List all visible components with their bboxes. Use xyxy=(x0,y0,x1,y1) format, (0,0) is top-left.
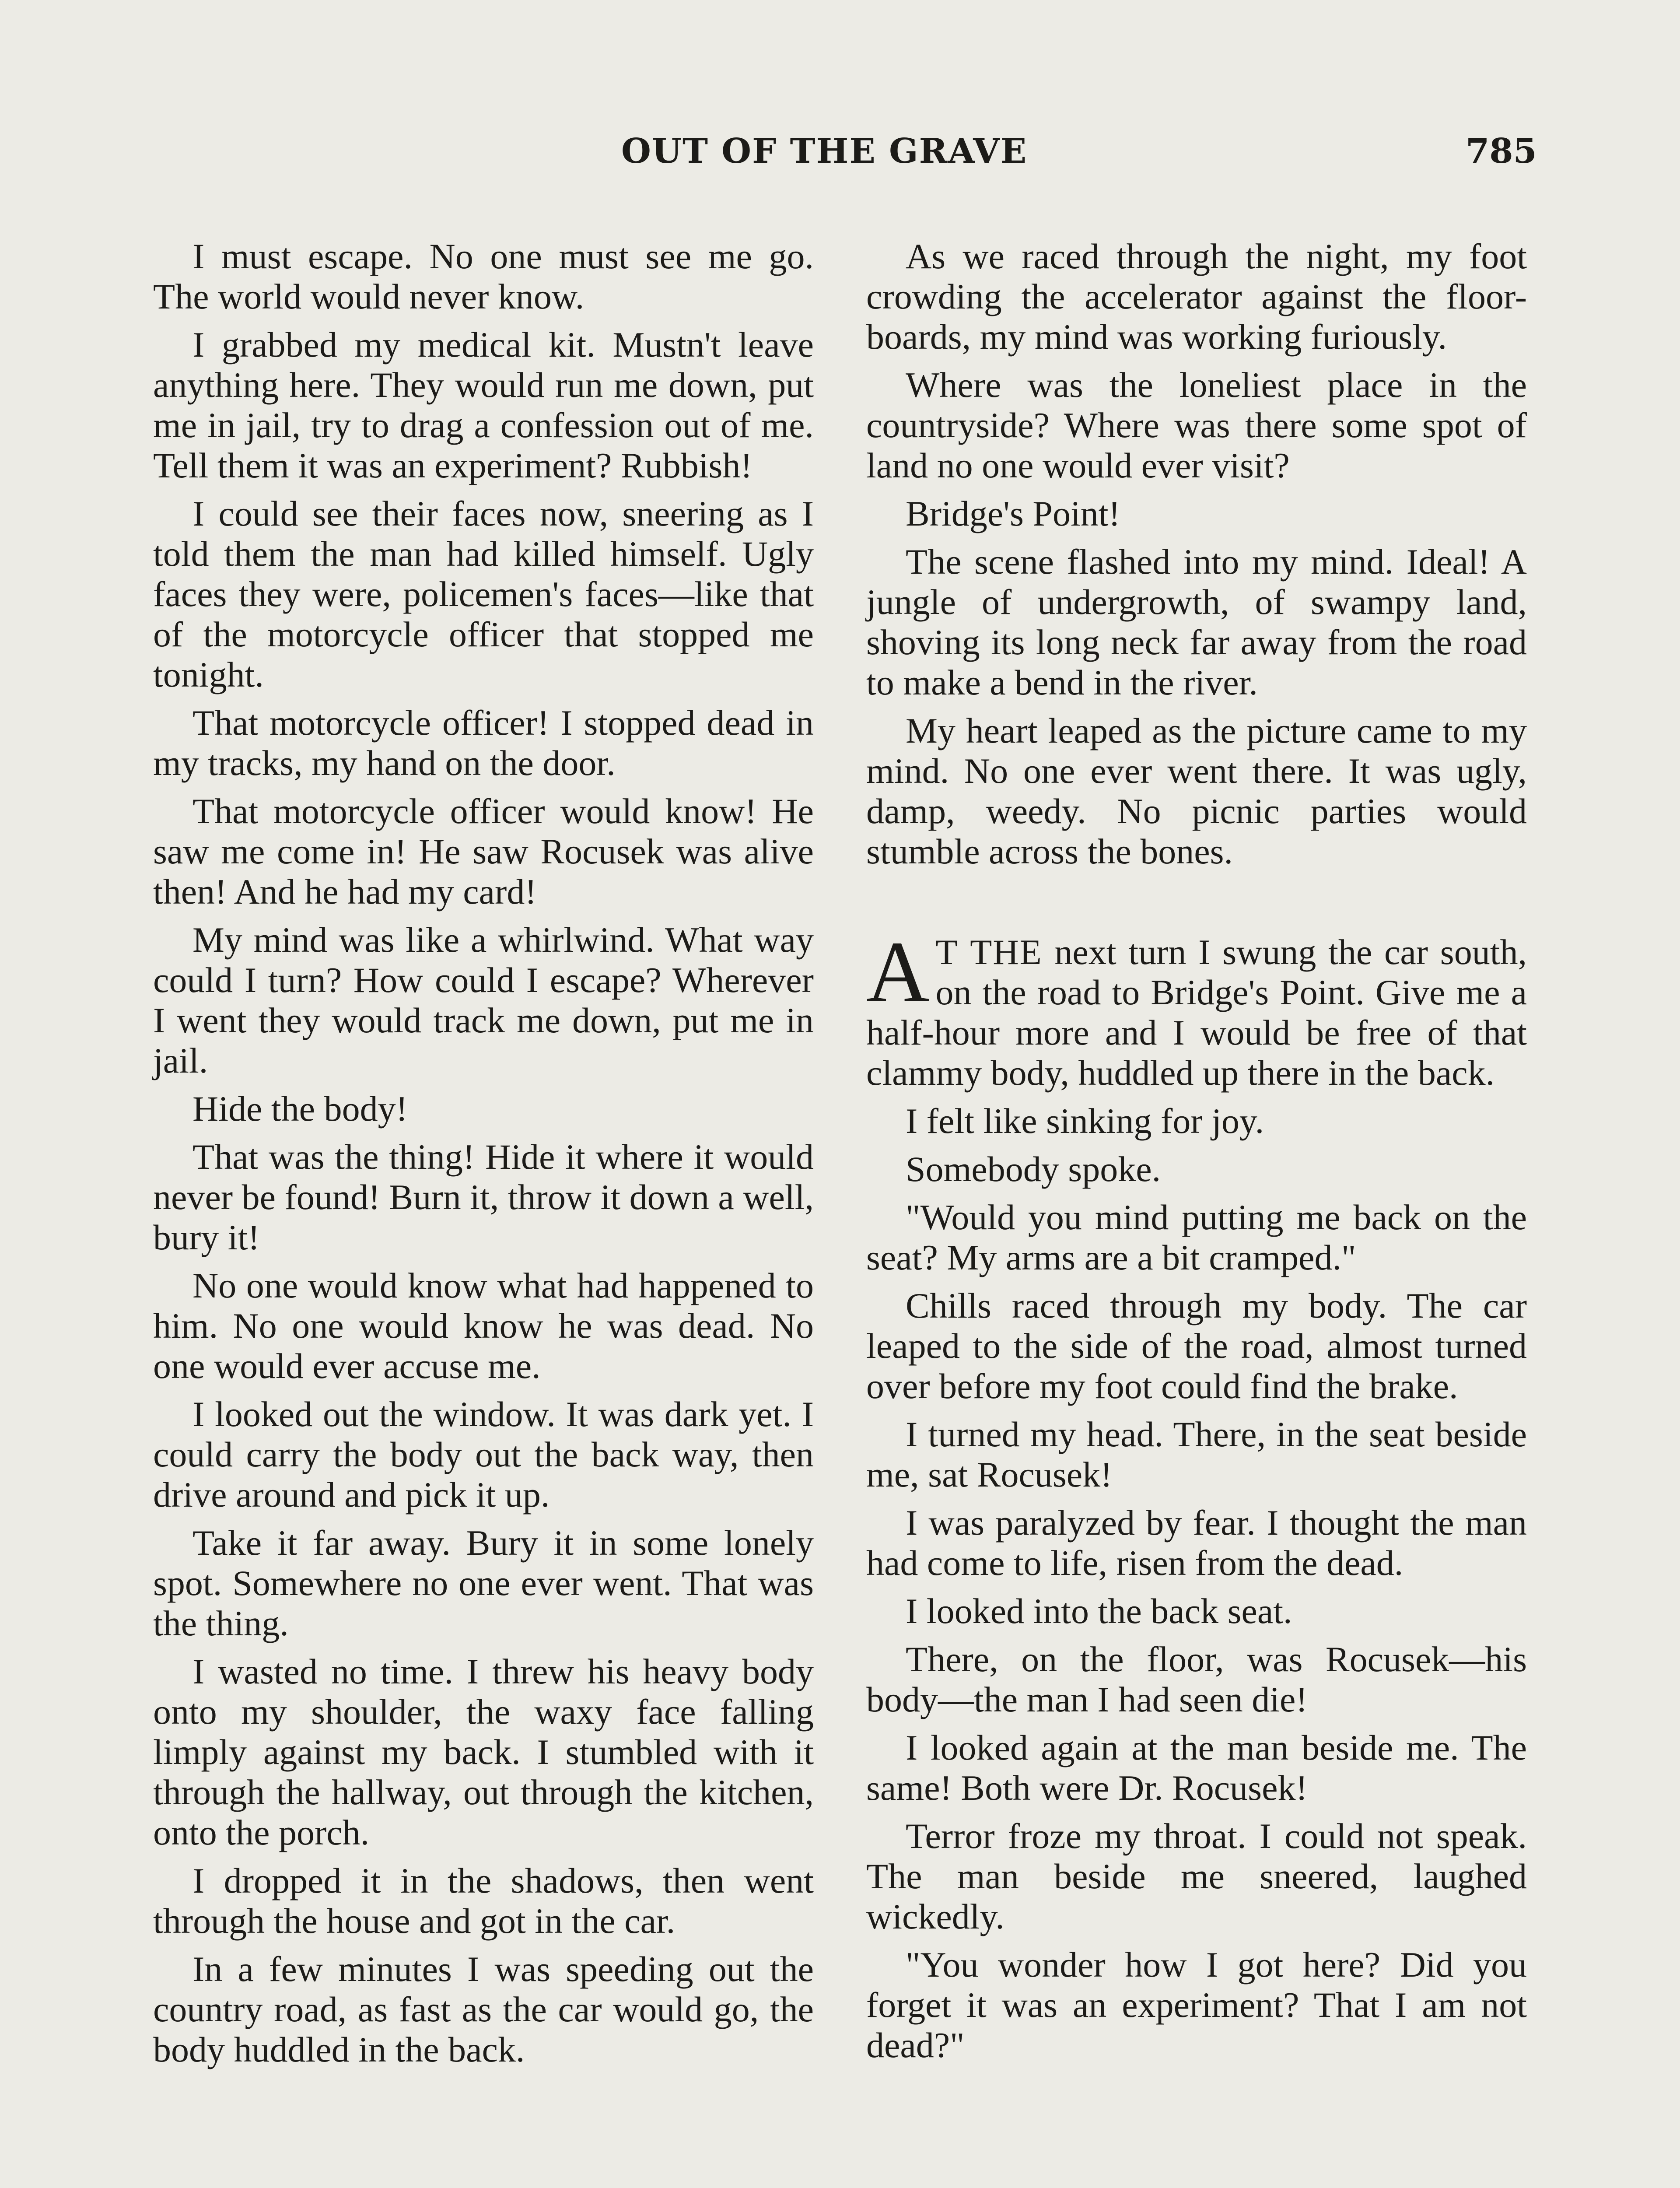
paragraph: "Would you mind putting me back on the seat? My arms are a bit cramped." xyxy=(866,1197,1527,1277)
paragraph: My mind was like a whirlwind. What way could I turn? How could I escape? Wherever I went they would track me down, put me in jail. xyxy=(153,920,814,1080)
paragraph: The scene flashed into my mind. Ideal! A jungle of undergrowth, of swampy land, shoving its long neck far away from the road to make a bend in the river. xyxy=(866,542,1527,702)
paragraph: As we raced through the night, my foot crowding the accelerator against the floor-boards, my mind was working furiously. xyxy=(866,236,1527,357)
paragraph: That motorcycle officer would know! He saw me come in! He saw Rocusek was alive then! And he had my card! xyxy=(153,791,814,912)
paragraph: Bridge's Point! xyxy=(906,494,1120,533)
paragraph: Hide the body! xyxy=(192,1089,408,1129)
paragraph: Chills raced through my body. The car leaped to the side of the road, almost turned over before my foot could find the brake. xyxy=(866,1286,1527,1406)
right-column xyxy=(866,236,1527,2073)
paragraph: In a few minutes I was speeding out the country road, as fast as the car would go, the body huddled in the back. xyxy=(153,1949,814,2069)
drop-cap: A xyxy=(866,924,930,1020)
paragraph: I must escape. No one must see me go. The world would never know. xyxy=(153,236,814,316)
paragraph: Where was the loneliest place in the countryside? Where was there some spot of land no one would ever visit? xyxy=(866,365,1527,485)
small-caps-lead: T THE xyxy=(935,932,1043,972)
paragraph: I wasted no time. I threw his heavy body onto my shoulder, the waxy face falling limply against my back. I stumbled with it through the hallway, out through the kitchen, onto the porch. xyxy=(153,1652,814,1852)
paragraph: That was the thing! Hide it where it would never be found! Burn it, throw it down a well, bury it! xyxy=(153,1137,814,1257)
paragraph: No one would know what had happened to him. No one would know he was dead. No one would ever accuse me. xyxy=(153,1266,814,1386)
paragraph: There, on the floor, was Rocusek—his body—the man I had seen die! xyxy=(866,1639,1527,1719)
paragraph: Somebody spoke. xyxy=(906,1149,1161,1189)
running-title: OUT OF THE GRAVE xyxy=(621,131,1028,171)
paragraph: I was paralyzed by fear. I thought the man had come to life, risen from the dead. xyxy=(866,1503,1527,1583)
page-header xyxy=(0,131,1680,188)
paragraph: Take it far away. Bury it in some lonely spot. Somewhere no one ever went. That was the thing. xyxy=(153,1523,814,1643)
paragraph: That motorcycle officer! I stopped dead in my tracks, my hand on the door. xyxy=(153,703,814,783)
paragraph: I turned my head. There, in the seat beside me, sat Rocusek! xyxy=(866,1414,1527,1494)
paragraph-text: next turn I swung the car south, on the road to Bridge's Point. Give me a half-hour more and I would be free of that clammy body, huddled up there in the back. xyxy=(866,932,1527,1093)
drop-cap-paragraph xyxy=(866,924,1527,1093)
paragraph: I dropped it in the shadows, then went through the house and got in the car. xyxy=(153,1861,814,1941)
paragraph: My heart leaped as the picture came to my mind. No one ever went there. It was ugly, damp, weedy. No picnic parties would stumble across the bones. xyxy=(866,711,1527,871)
section-break xyxy=(866,880,1527,932)
paragraph: I looked into the back seat. xyxy=(906,1591,1292,1631)
paragraph: I grabbed my medical kit. Mustn't leave anything here. They would run me down, put me in jail, try to drag a confession out of me. Tell them it was an experiment? Rubbish! xyxy=(153,325,814,485)
paragraph: I could see their faces now, sneering as I told them the man had killed himself. Ugly faces they were, policemen's faces—like that of the motorcycle officer that stopped me tonight. xyxy=(153,494,814,694)
left-column xyxy=(153,236,814,2078)
paragraph: "You wonder how I got here? Did you forget it was an experiment? That I am not dead?" xyxy=(866,1945,1527,2065)
paragraph: Terror froze my throat. I could not speak. The man beside me sneered, laughed wickedly. xyxy=(866,1816,1527,1936)
page-number: 785 xyxy=(1466,131,1537,171)
paragraph: I looked again at the man beside me. The same! Both were Dr. Rocusek! xyxy=(866,1728,1527,1808)
paragraph: I felt like sinking for joy. xyxy=(906,1101,1264,1141)
paragraph: I looked out the window. It was dark yet. I could carry the body out the back way, then drive around and pick it up. xyxy=(153,1394,814,1515)
